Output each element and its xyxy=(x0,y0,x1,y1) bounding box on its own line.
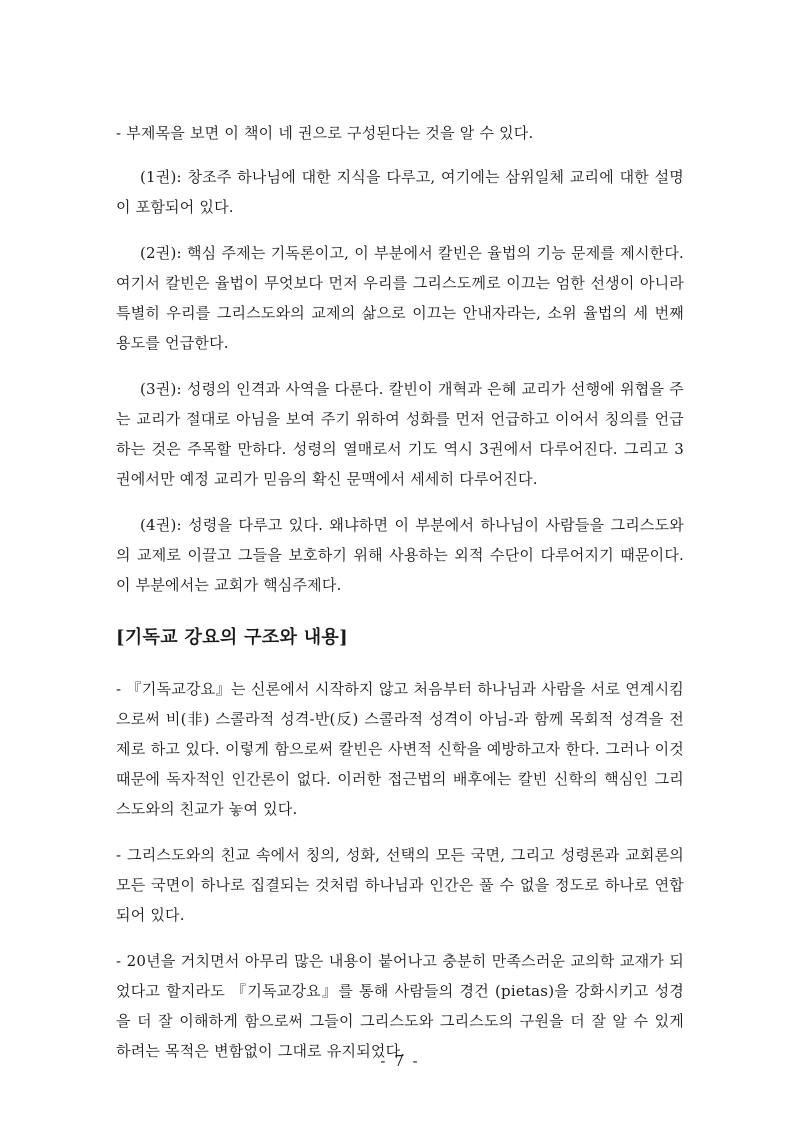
structure-paragraph-1: - 『기독교강요』는 신론에서 시작하지 않고 처음부터 하나님과 사람을 서로 연계시킴으로써 비(非) 스콜라적 성격-반(反) 스콜라적 성격이 아님-과 함께 목회적 성격을 전제로 하고 있다. 이렇게 함으로써 칼빈은 사변적 신학을 예방하고자 한다. 그러나 이것 때문에 독자적인 인간론이 없다. 이러한 접근법의 배후에는 칼빈 신학의 핵심인 그리스도와의 친교가 놓여 있다. xyxy=(116,680,684,818)
volume-1-paragraph: (1권): 창조주 하나님에 대한 지식을 다루고, 여기에는 삼위일체 교리에 대한 설명이 포함되어 있다. xyxy=(116,168,684,216)
intro-paragraph: - 부제목을 보면 이 책이 네 권으로 구성된다는 것을 알 수 있다. xyxy=(116,124,534,142)
spacer xyxy=(116,494,684,510)
spacer xyxy=(116,358,684,374)
section-heading: [기독교 강요의 구조와 내용] xyxy=(116,627,348,648)
volume-3-paragraph: (3권): 성령의 인격과 사역을 다룬다. 칼빈이 개혁과 은혜 교리가 선행에 위협을 주는 교리가 절대로 아님을 보여 주기 위하여 성화를 먼저 언급하고 이어서 칭의를 언급하는 것은 주목할 만하다. 성령의 열매로서 기도 역시 3권에서 다루어진다. 그리고 3권에서만 예정 교리가 믿음의 확신 문맥에서 세세히 다루어진다. xyxy=(116,380,684,488)
spacer xyxy=(116,660,684,674)
structure-paragraph-3: - 20년을 거치면서 아무리 많은 내용이 붙어나고 충분히 만족스러운 교의학 교재가 되었다고 할지라도 『기독교강요』를 통해 사람들의 경건 (pietas)을 강화시키고 성경을 더 잘 이해하게 함으로써 그들이 그리스도와 그리스도의 구원을 더 잘 알 수 있게 하려는 목적은 변함없이 그대로 유지되었다. xyxy=(116,952,684,1060)
spacer xyxy=(116,824,684,840)
document-page xyxy=(116,118,684,1066)
spacer xyxy=(116,600,684,616)
page-number: - 7 - xyxy=(380,1052,420,1070)
volume-4-paragraph: (4권): 성령을 다루고 있다. 왜냐하면 이 부분에서 하나님이 사람들을 그리스도와의 교제로 이끌고 그들을 보호하기 위해 사용하는 외적 수단이 다루어지기 때문이다. 이 부분에서는 교회가 핵심주제다. xyxy=(116,516,684,594)
spacer xyxy=(116,222,684,238)
volume-2-paragraph: (2권): 핵심 주제는 기독론이고, 이 부분에서 칼빈은 율법의 기능 문제를 제시한다. 여기서 칼빈은 율법이 무엇보다 먼저 우리를 그리스도께로 이끄는 엄한 선생이 아니라 특별히 우리를 그리스도와의 교제의 삶으로 이끄는 안내자라는, 소위 율법의 세 번째 용도를 언급한다. xyxy=(116,244,684,352)
spacer xyxy=(116,148,684,162)
structure-paragraph-2: - 그리스도와의 친교 속에서 칭의, 성화, 선택의 모든 국면, 그리고 성령론과 교회론의 모든 국면이 하나로 집결되는 것처럼 하나님과 인간은 풀 수 없을 정도로 하나로 연합되어 있다. xyxy=(116,846,684,924)
spacer xyxy=(116,930,684,946)
